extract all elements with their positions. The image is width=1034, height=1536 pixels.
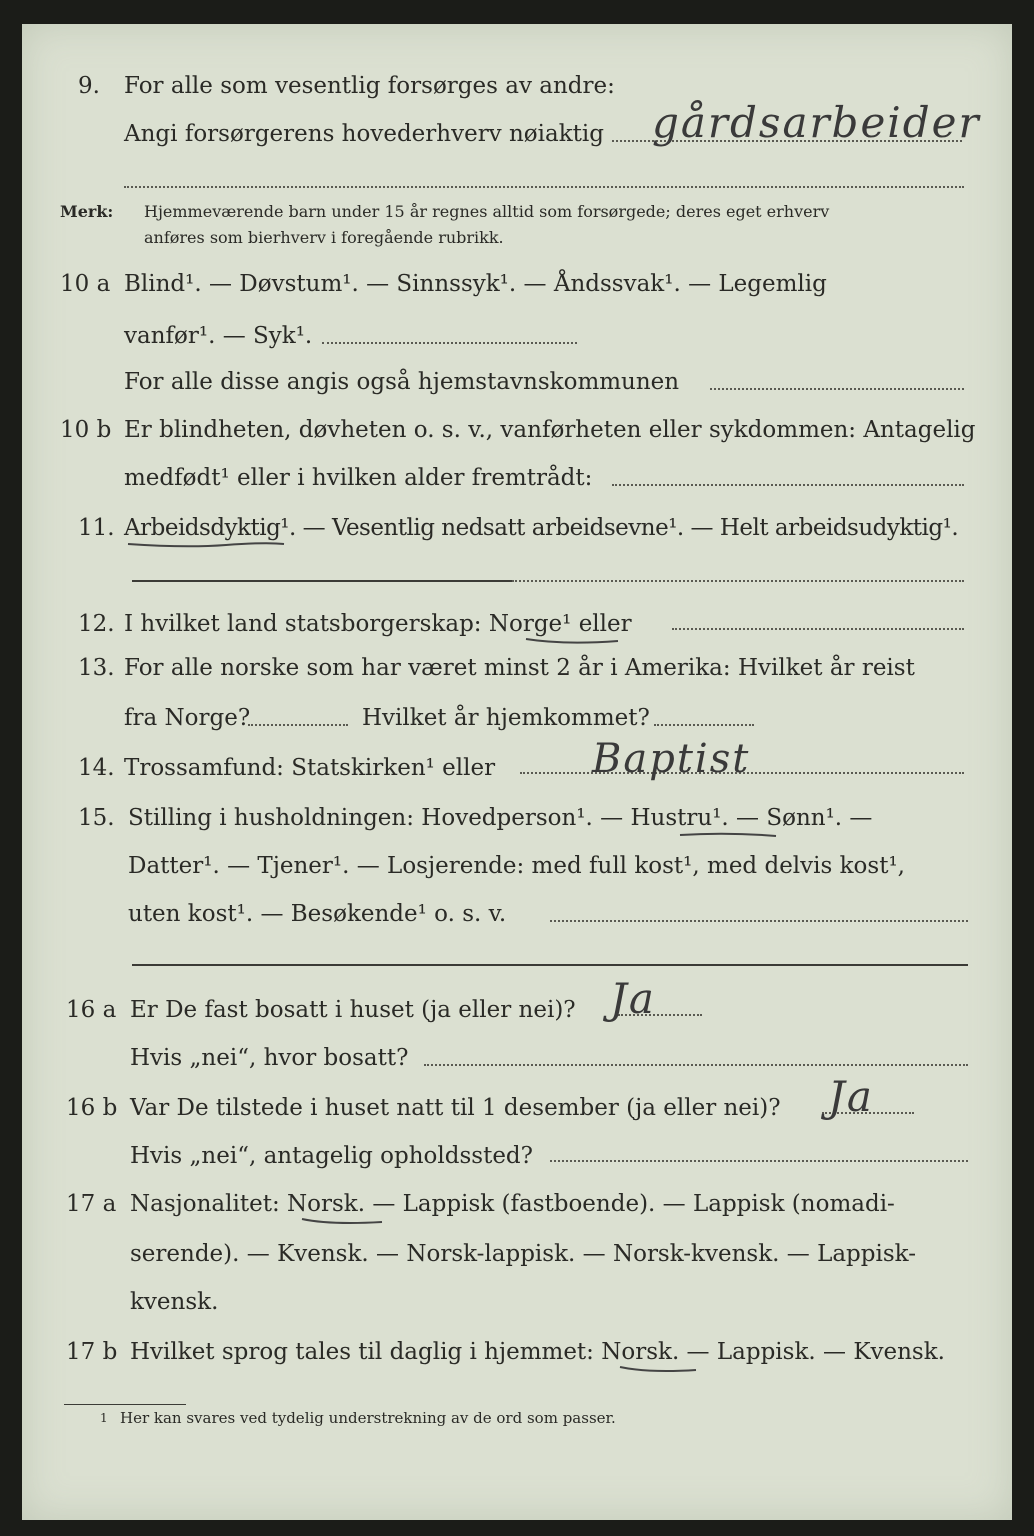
q16a-line1: Er De fast bosatt i huset (ja eller nei)? [130, 997, 576, 1023]
q17a-answer-underline [300, 1216, 384, 1226]
q14-handwritten-answer: Baptist [592, 736, 751, 782]
q11-line1: Arbeidsdyktig¹. — Vesentlig nedsatt arbeidsevne¹. — Helt arbeidsudyktig¹. [124, 515, 959, 541]
q10a-number: 10 a [60, 271, 111, 297]
q13-number: 13. [78, 655, 115, 681]
q12-answer-line [672, 628, 964, 630]
q16a-line2: Hvis „nei“, hvor bosatt? [130, 1045, 409, 1071]
q10b-number: 10 b [60, 417, 112, 443]
q17a-line3: kvensk. [130, 1289, 219, 1315]
merk-label: Merk: [60, 202, 114, 221]
q17a-number: 17 a [66, 1191, 117, 1217]
q16b-line2: Hvis „nei“, antagelig opholdssted? [130, 1143, 533, 1169]
footnote-rule [64, 1404, 186, 1405]
footnote-mark: 1 [100, 1411, 108, 1425]
q10a-municipality-line [710, 388, 964, 390]
q10a-line2: vanfør¹. — Syk¹. [124, 323, 313, 349]
q17b-line1: Hvilket sprog tales til daglig i hjemmet: Norsk. — Lappisk. — Kvensk. [130, 1339, 945, 1365]
q10b-line2: medfødt¹ eller i hvilken alder fremtrådt: [124, 465, 593, 491]
q16b-handwritten-answer: Ja [828, 1072, 874, 1121]
q14-number: 14. [78, 755, 115, 781]
q10a-line3: For alle disse angis også hjemstavnskommunen [124, 369, 680, 395]
q16b-line1: Var De tilstede i huset natt til 1 desember (ja eller nei)? [130, 1095, 781, 1121]
form-sheet [22, 24, 1012, 1520]
q14-line1: Trossamfund: Statskirken¹ eller [124, 755, 496, 781]
q9-extra-line [124, 186, 964, 188]
q17a-line2: serende). — Kvensk. — Norsk-lappisk. — Norsk-kvensk. — Lappisk- [130, 1241, 916, 1267]
merk-line1: Hjemmeværende barn under 15 år regnes alltid som forsørgede; deres eget erhverv [144, 202, 830, 221]
q9-line1: For alle som vesentlig forsørges av andre: [124, 73, 615, 99]
q12-line1: I hvilket land statsborgerskap: Norge¹ eller [124, 611, 632, 637]
merk-line2: anføres som bierhverv i foregående rubrikk. [144, 228, 504, 247]
q16b-number: 16 b [66, 1095, 118, 1121]
q9-number: 9. [78, 73, 100, 99]
q10b-line1: Er blindheten, døvheten o. s. v., vanførheten eller sykdommen: Antagelig [124, 417, 976, 443]
q16a-number: 16 a [66, 997, 117, 1023]
q15-line2: Datter¹. — Tjener¹. — Losjerende: med full kost¹, med delvis kost¹, [128, 853, 905, 879]
q9-line2: Angi forsørgerens hovederhverv nøiaktig [124, 121, 604, 147]
q15-answer-underline [678, 830, 778, 840]
q16a-handwritten-answer: Ja [610, 974, 656, 1023]
q17b-number: 17 b [66, 1339, 118, 1365]
q13-departure-line [248, 724, 348, 726]
q13-line2b: Hvilket år hjemkommet? [362, 705, 650, 731]
q10a-answer-line [322, 342, 577, 344]
q11-rule-right [512, 580, 964, 582]
q17b-answer-underline [618, 1364, 698, 1374]
q15-rule [132, 964, 968, 966]
q13-line2a: fra Norge? [124, 705, 251, 731]
q16b-location-line [550, 1160, 968, 1162]
q11-answer-underline [126, 540, 286, 550]
q11-rule-left [132, 580, 512, 582]
q15-answer-line [550, 920, 968, 922]
q16a-location-line [424, 1064, 968, 1066]
q15-line1: Stilling i husholdningen: Hovedperson¹. — Hustru¹. — Sønn¹. — [128, 805, 873, 831]
q13-line1: For alle norske som har været minst 2 år i Amerika: Hvilket år reist [124, 655, 915, 681]
q10a-line1: Blind¹. — Døvstum¹. — Sinnssyk¹. — Åndssvak¹. — Legemlig [124, 271, 827, 297]
q12-number: 12. [78, 611, 115, 637]
q11-number: 11. [78, 515, 115, 541]
q15-line3: uten kost¹. — Besøkende¹ o. s. v. [128, 901, 507, 927]
q12-answer-underline [524, 636, 620, 646]
q15-number: 15. [78, 805, 115, 831]
footnote-text: Her kan svares ved tydelig understrekning av de ord som passer. [120, 1409, 616, 1427]
q17a-line1: Nasjonalitet: Norsk. — Lappisk (fastboende). — Lappisk (nomadi- [130, 1191, 895, 1217]
q10b-answer-line [612, 484, 964, 486]
q9-handwritten-answer: gårdsarbeider [652, 98, 981, 147]
q13-return-line [654, 724, 754, 726]
